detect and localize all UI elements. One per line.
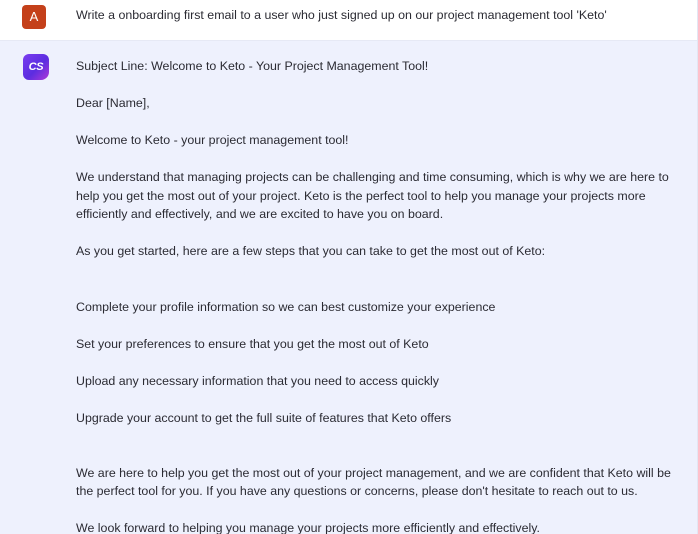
email-support: We are here to help you get the most out of your project management, and we are confident that Keto will be the perfect tool for you. If you have any questions or concerns, please don't hesitate to reach out to us. (76, 465, 671, 498)
email-step: Upgrade your account to get the full suite of features that Keto offers (76, 410, 452, 425)
ai-message-content (76, 57, 697, 534)
email-greeting: Dear [Name], (76, 96, 150, 110)
user-avatar: A (22, 5, 46, 29)
user-message (0, 0, 697, 41)
user-message-content (76, 5, 697, 40)
email-welcome: Welcome to Keto - your project management tool! (76, 133, 349, 147)
email-steps-lead: As you get started, here are a few steps that you can take to get the most out of Keto: (76, 244, 546, 258)
email-intro: We understand that managing projects can be challenging and time consuming, which is why we are here to help you get the most out of your project. Keto is the perfect tool to help you manage your projects more efficiently and effectively, and we are excited to have you on board. (76, 170, 669, 221)
user-avatar-column (0, 5, 76, 40)
email-step: Complete your profile information so we can best customize your experience (76, 299, 496, 314)
ai-avatar-column (0, 57, 76, 534)
email-step: Upload any necessary information that you need to access quickly (76, 373, 439, 388)
email-closing: We look forward to helping you manage your projects more efficiently and effectively. (76, 521, 540, 534)
ai-avatar: CS (23, 54, 49, 80)
email-subject-line: Subject Line: Welcome to Keto - Your Project Management Tool! (76, 59, 429, 73)
email-step: Set your preferences to ensure that you get the most out of Keto (76, 336, 429, 351)
user-message-text: Write a onboarding first email to a user who just signed up on our project management tool 'Keto' (76, 8, 607, 22)
ai-message (0, 41, 697, 534)
